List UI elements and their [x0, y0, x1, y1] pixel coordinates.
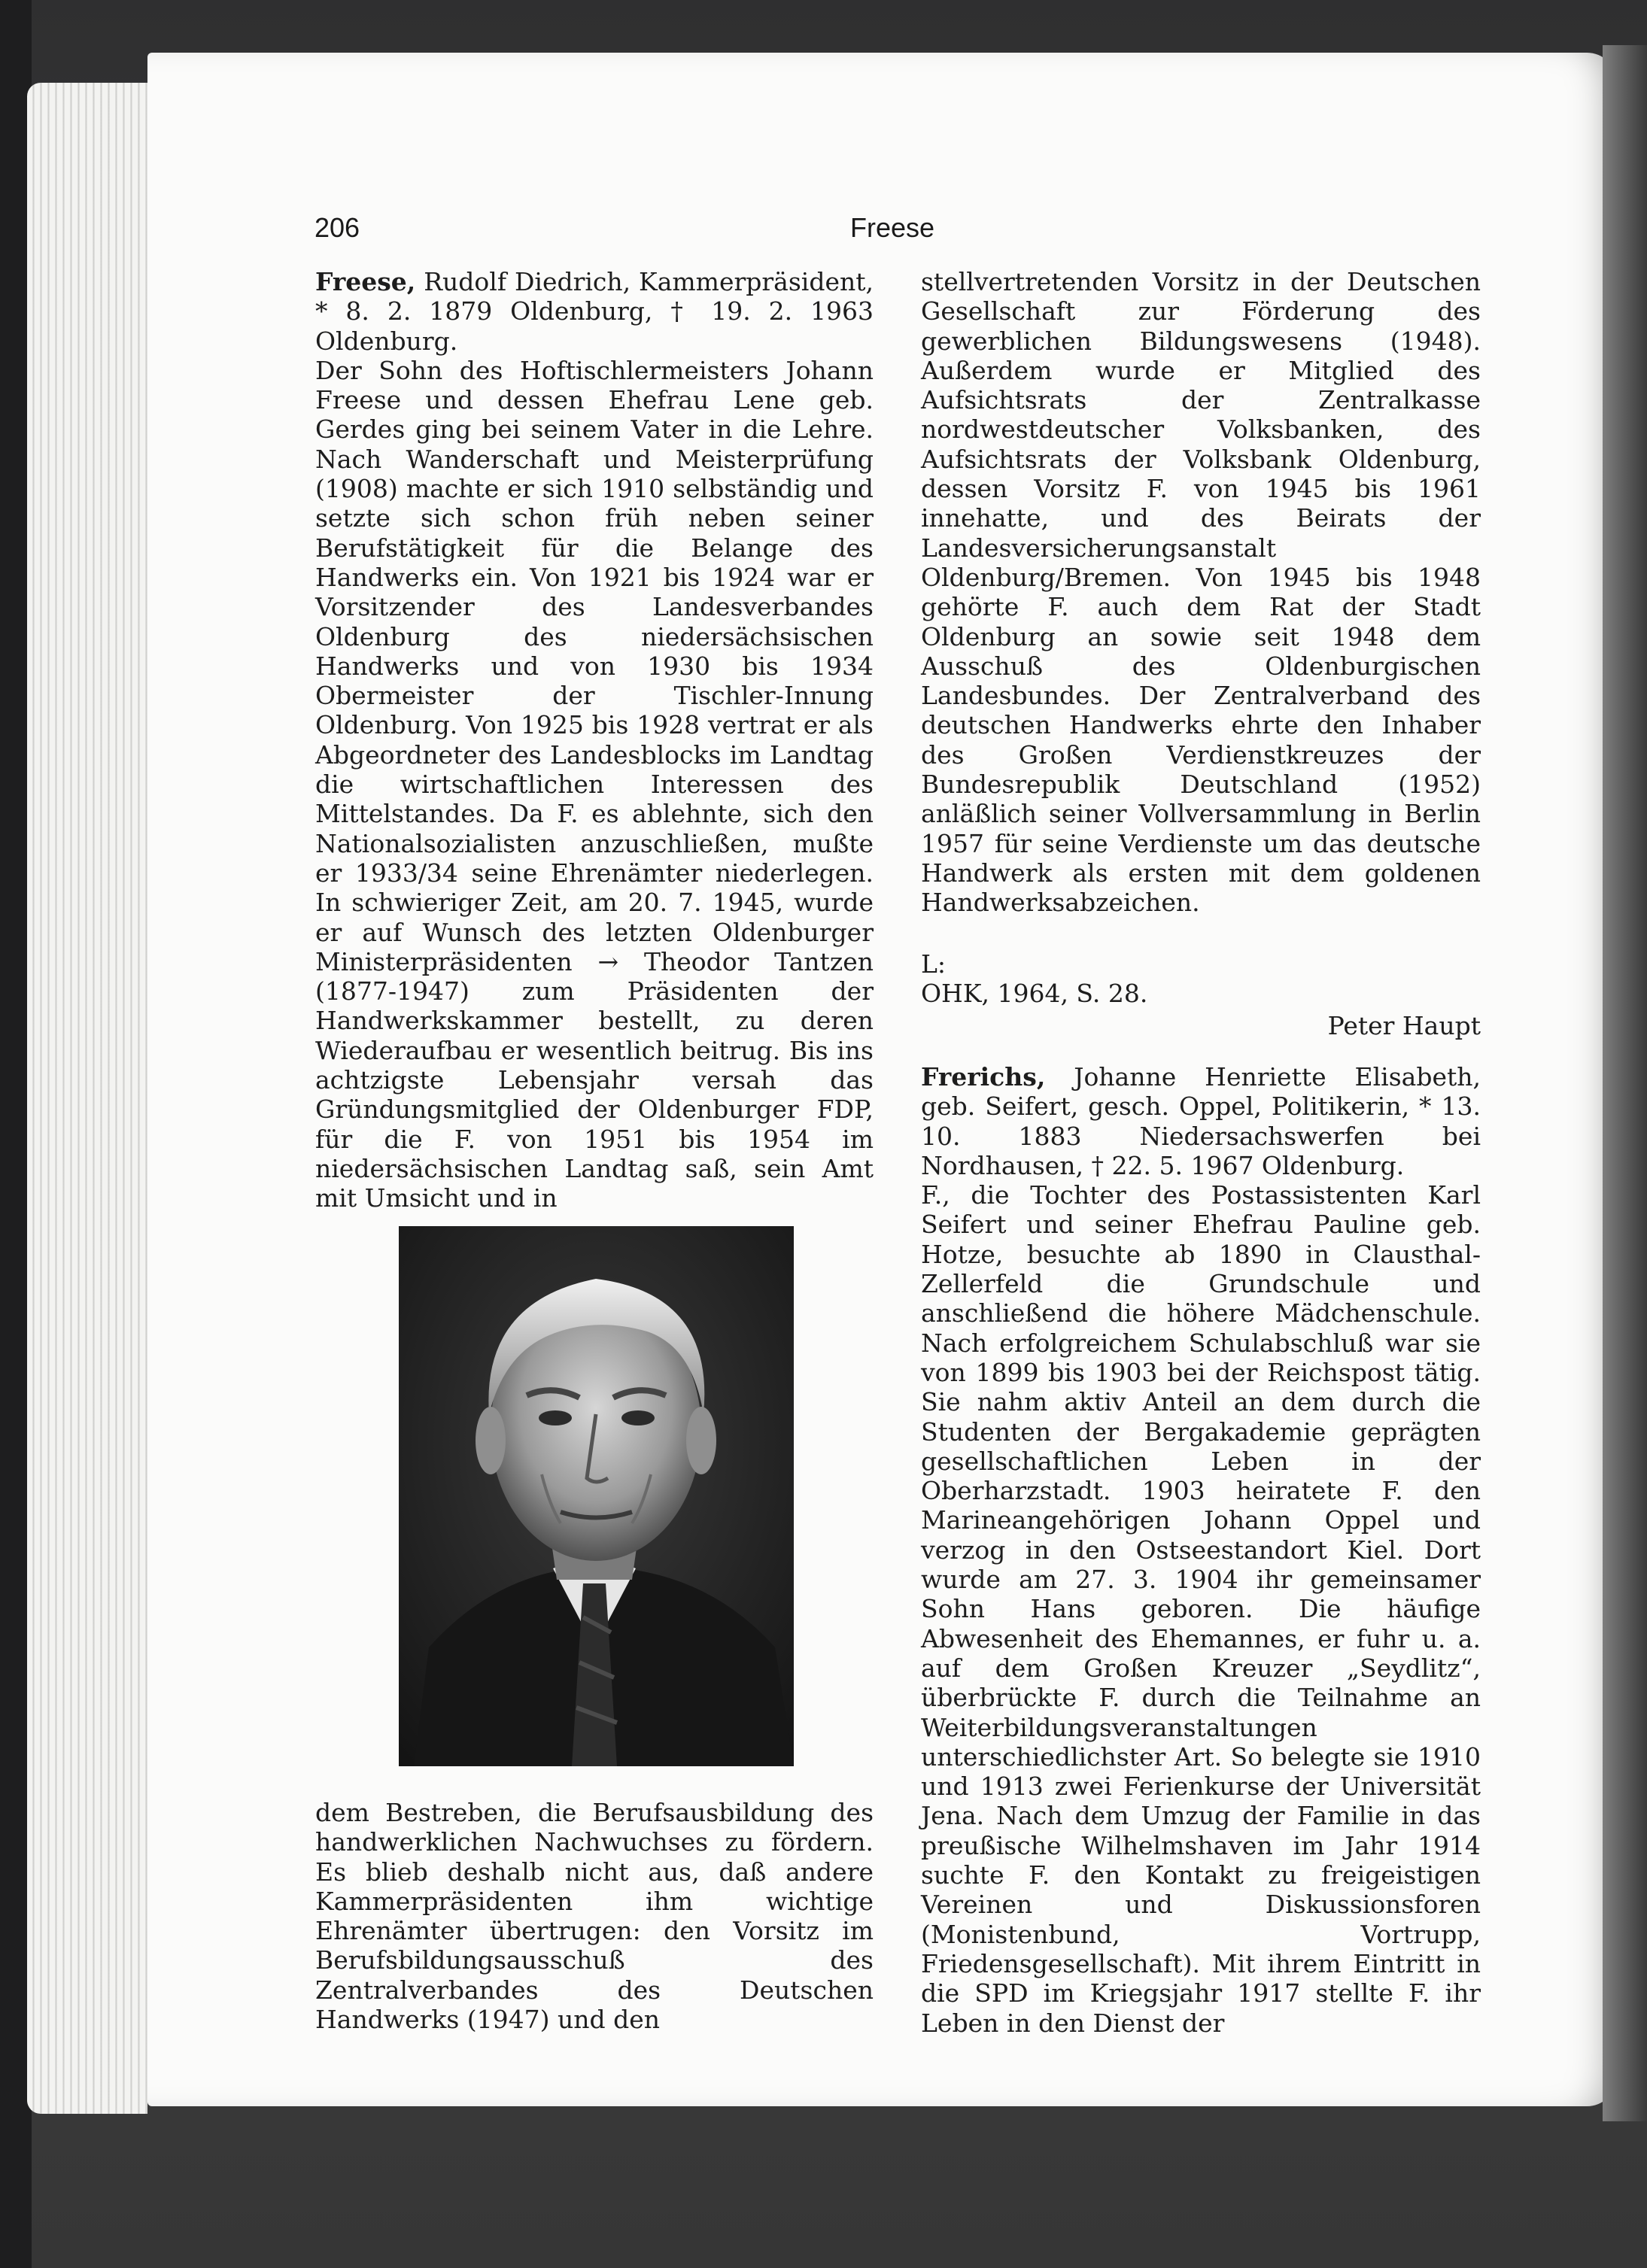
- entry-author: Peter Haupt: [1327, 1011, 1481, 1041]
- entry-frerichs-body: F., die Tochter des Postassistenten Karl Seifert und seiner Ehefrau Pauline geb. Hotze, besuchte ab 1890 in Clausthal-Zellerfeld die Grundschule und anschließend die höhere Mädchenschule. Nach erfolgreichem Schulabschluß war sie von 1899 bis 1903 bei der Reichspost tätig. Sie nahm aktiv Anteil an dem durch die Studenten der Bergakademie geprägten gesellschaftlichen Leben in der Oberharzstadt. 1903 heiratete F. den Marineangehörigen Johann Oppel und verzog in den Ostseestandort Kiel. Dort wurde am 27. 3. 1904 ihr gemeinsamer Sohn Hans geboren. Die häufige Abwesenheit des Ehemannes, er fuhr u. a. auf dem Großen Kreuzer „Seydlitz“, überbrückte F. durch die Teilnahme an Weiterbildungsveranstaltungen unterschiedlichster Art. So belegte sie 1910 und 1913 zwei Ferienkurse der Universität Jena. Nach dem Umzug der Familie in das preußische Wilhelmshaven im Jahr 1914 suchte F. den Kontakt zu freigeistigen Vereinen und Diskussionsforen (Monistenbund, Vortrupp, Friedensgesellschaft). Mit ihrem Eintritt in die SPD im Kriegsjahr 1917 stellte F. ihr Leben in den Dienst der: [921, 1180, 1481, 2038]
- entry-freese-body-2: dem Bestreben, die Berufsausbildung des handwerklichen Nachwuchses zu fördern. Es blieb deshalb nicht aus, daß andere Kammerpräsidenten ihm wichtige Ehrenämter übertrugen: den Vorsitz im Berufsbildungsausschuß des Zentralverbandes des Deutschen Handwerks (1947) und den: [315, 1798, 874, 2035]
- literature-reference: OHK, 1964, S. 28.: [921, 978, 1148, 1008]
- page-edges: [27, 83, 147, 2114]
- entry-frerichs-name: Frerichs,: [921, 1062, 1046, 1091]
- portrait-photo: [399, 1226, 794, 1766]
- entry-frerichs-intro: Johanne Henriette Elisabeth, geb. Seifert, gesch. Oppel, Politikerin, * 13. 10. 1883 Niedersachswerfen bei Nordhausen, † 22. 5. 1967 Oldenburg.: [921, 1062, 1481, 1180]
- entry-freese-body-1: Der Sohn des Hoftischlermeisters Johann Freese und dessen Ehefrau Lene geb. Gerdes ging bei seinem Vater in die Lehre. Nach Wanderschaft und Meisterprüfung (1908) machte er sich 1910 selbständig und setzte sich schon früh neben seiner Berufstätigkeit für die Belange des Handwerks ein. Von 1921 bis 1924 war er Vorsitzender des Landesverbandes Oldenburg des niedersächsischen Handwerks und von 1930 bis 1934 Obermeister der Tischler-Innung Oldenburg. Von 1925 bis 1928 vertrat er als Abgeordneter des Landesblocks im Landtag die wirtschaftlichen Interessen des Mittelstandes. Da F. es ablehnte, sich den Nationalsozialisten anzuschließen, mußte er 1933/34 seine Ehrenämter niederlegen. In schwieriger Zeit, am 20. 7. 1945, wurde er auf Wunsch des letzten Oldenburger Ministerpräsidenten → Theodor Tantzen (1877-1947) zum Präsidenten der Handwerkskammer bestellt, zu deren Wiederaufbau er wesentlich beitrug. Bis ins achtzigste Lebensjahr versah das Gründungsmitglied der Oldenburger FDP, für die F. von 1951 bis 1954 im niedersächsischen Landtag saß, sein Amt mit Umsicht und in: [315, 355, 874, 1213]
- entry-freese-body-3: stellvertretenden Vorsitz in der Deutschen Gesellschaft zur Förderung des gewerblichen Bildungswesens (1948). Außerdem wurde er Mitglied des Aufsichtsrats der Zentralkasse nordwestdeutscher Volksbanken, des Aufsichtsrats der Volksbank Oldenburg, dessen Vorsitz F. von 1945 bis 1961 innehatte, und des Beirats der Landesversicherungsanstalt Oldenburg/Bremen. Von 1945 bis 1948 gehörte F. auch dem Rat der Stadt Oldenburg an sowie seit 1948 dem Ausschuß des Oldenburgischen Landesbundes. Der Zentralverband des deutschen Handwerks ehrte den Inhaber des Großen Verdienstkreuzes der Bundesrepublik Deutschland (1952) anläßlich seiner Vollversammlung in Berlin 1957 für seine Verdienste um das deutsche Handwerk als ersten mit dem goldenen Handwerksabzeichen.: [921, 267, 1481, 918]
- entry-freese-part1: [315, 267, 874, 1213]
- literature-label: L:: [921, 949, 947, 979]
- page-number: 206: [315, 212, 360, 243]
- entry-freese-part2: [315, 1798, 874, 2035]
- entry-freese-part3: [921, 267, 1481, 1040]
- right-cover-edge: [1603, 45, 1647, 2121]
- entry-frerichs: [921, 1062, 1481, 2038]
- entry-freese-intro: Rudolf Diedrich, Kammerpräsident, * 8. 2. 1879 Oldenburg, † 19. 2. 1963 Oldenburg.: [315, 267, 874, 356]
- entry-freese-name: Freese,: [315, 267, 416, 296]
- running-head: Freese: [850, 212, 935, 243]
